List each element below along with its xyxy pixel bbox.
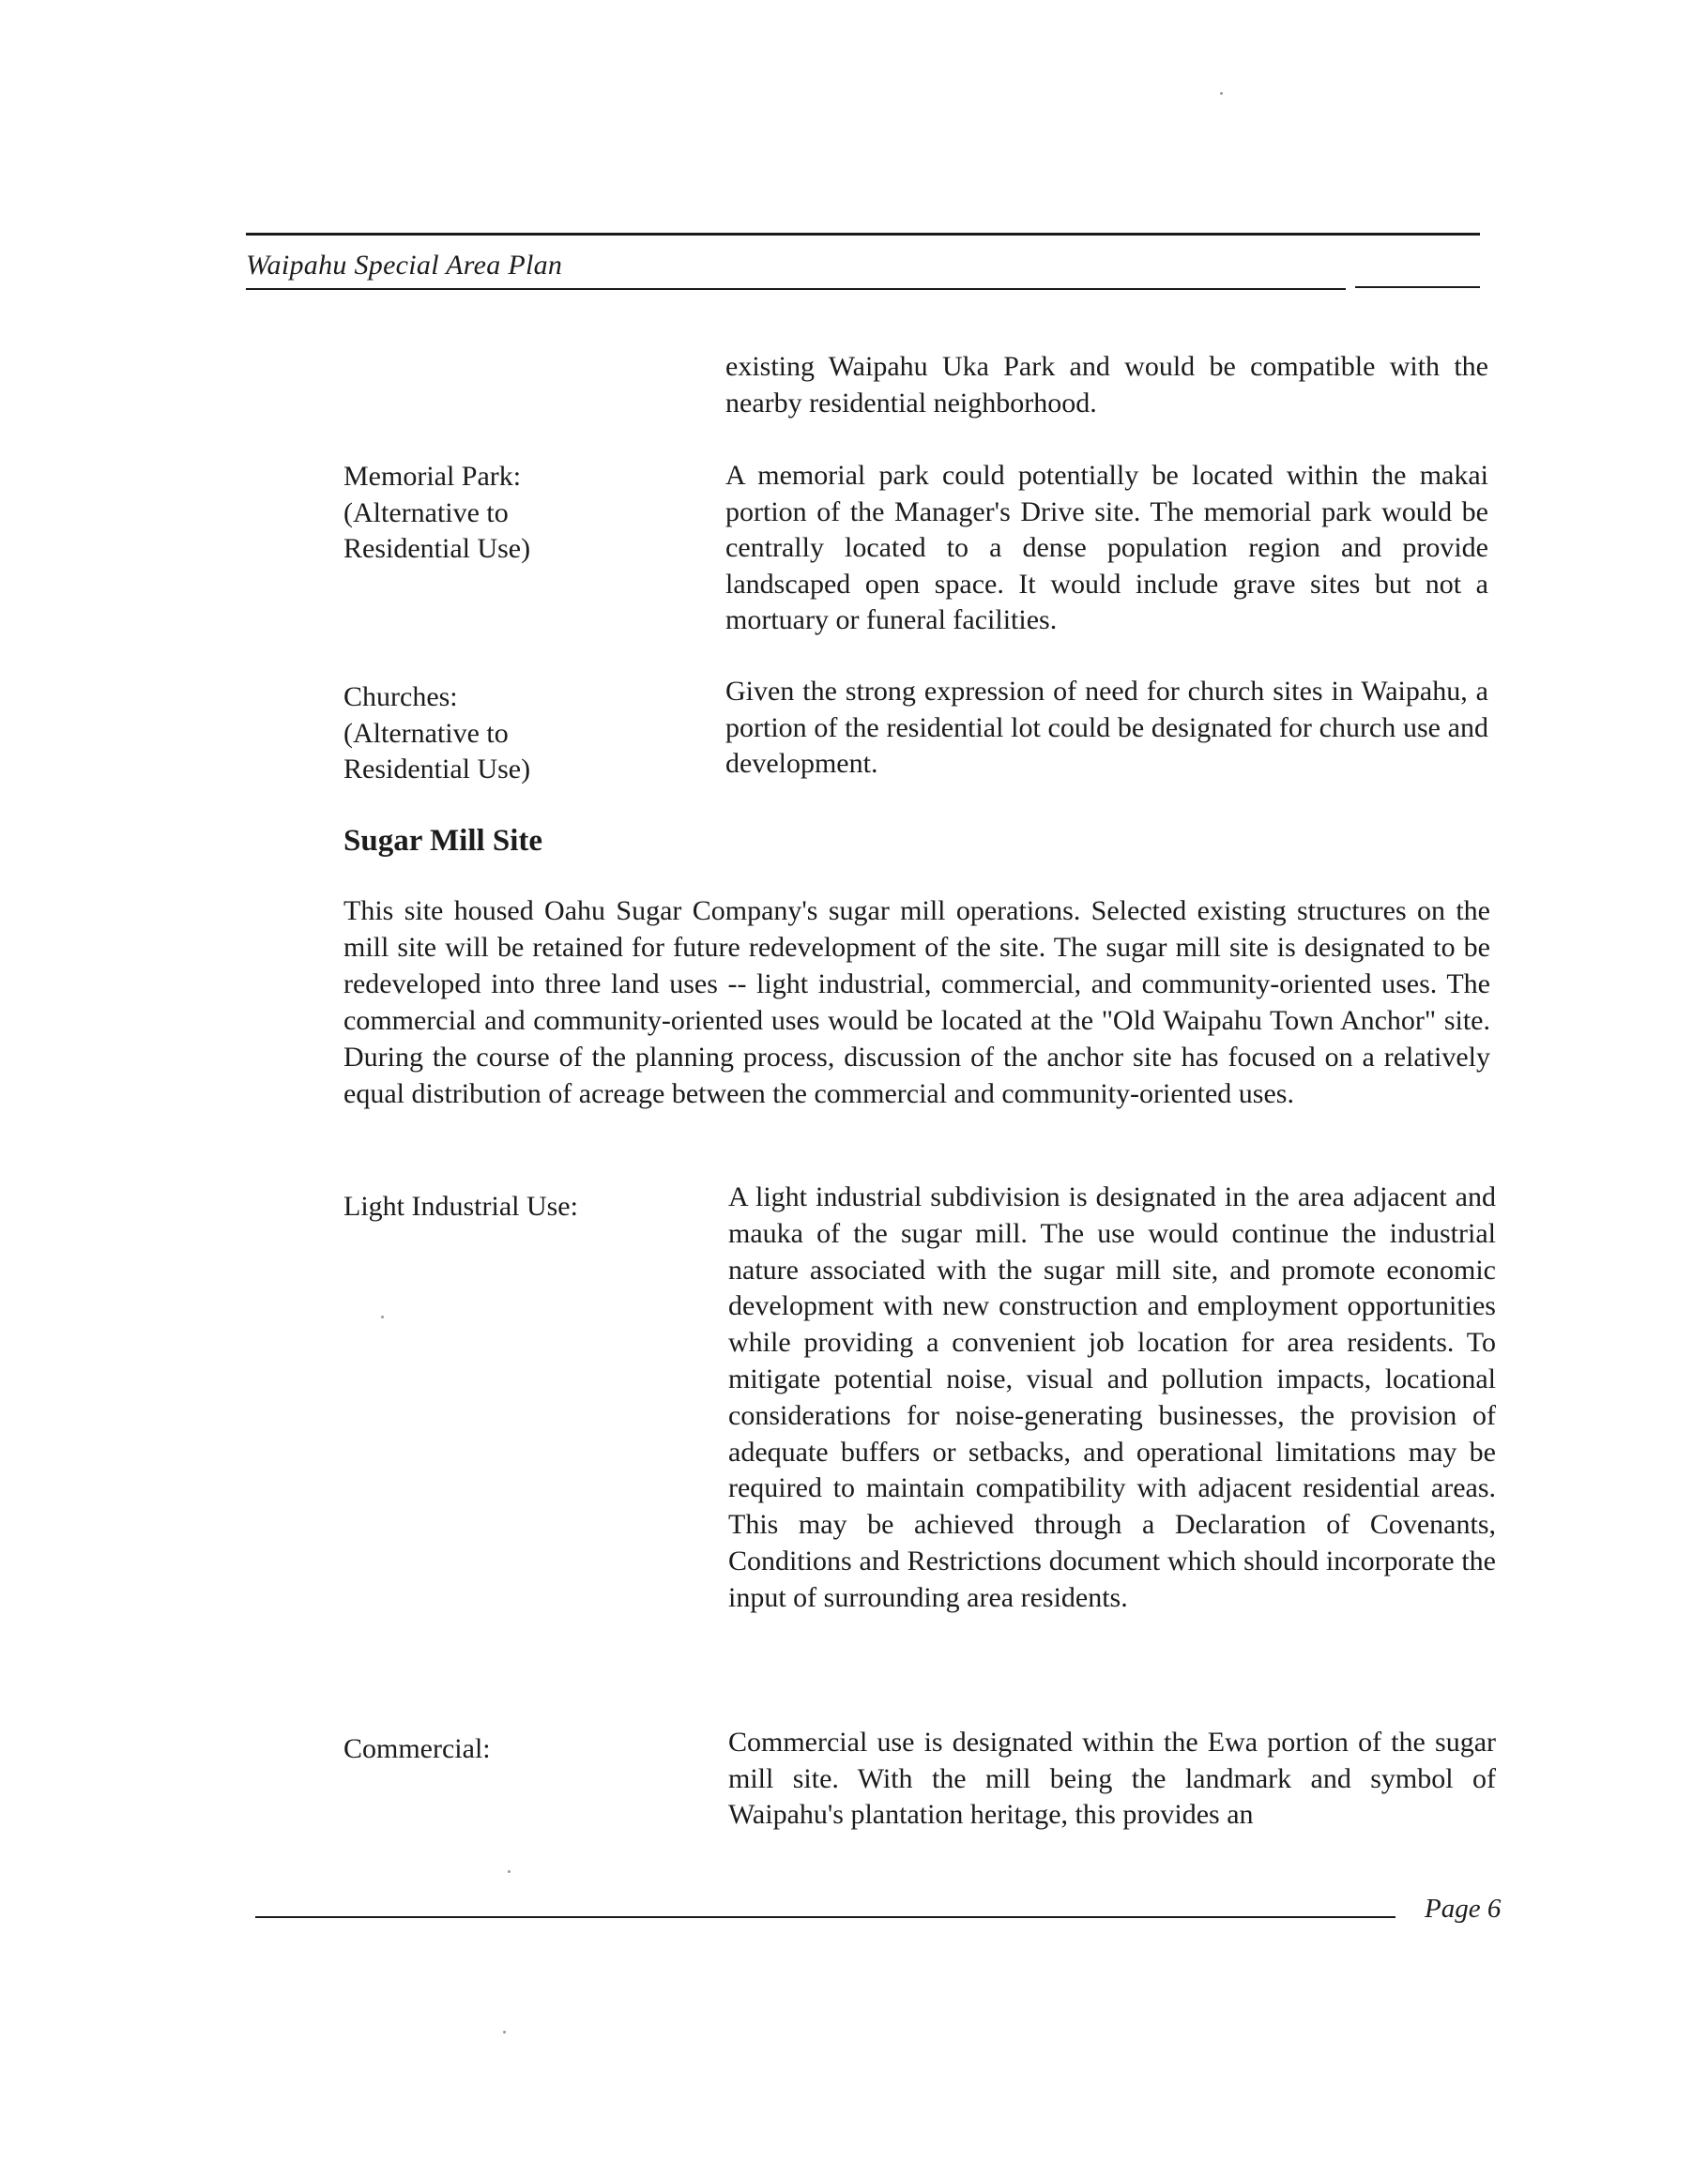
scan-speck: [503, 2031, 506, 2033]
header-top-rule: [246, 233, 1480, 236]
churches-label: Churches: (Alternative to Residential Use): [343, 681, 531, 784]
footer-rule: [255, 1916, 1395, 1918]
churches-paragraph: Given the strong expression of need for church sites in Waipahu, a portion of the residential lot could be designated for church use and development.: [725, 676, 1488, 779]
memorial-park-label: Memorial Park: (Alternative to Residential Use): [343, 461, 531, 564]
running-title: Waipahu Special Area Plan: [246, 250, 563, 281]
light-industrial-label: Light Industrial Use:: [343, 1191, 578, 1222]
scan-speck: [508, 1870, 511, 1873]
header-bottom-rule-segment: [1355, 286, 1480, 288]
light-industrial-paragraph: A light industrial subdivision is designated in the area adjacent and mauka of the sugar mill. The use would continue the industrial nature associated with the sugar mill site, and promote economic development with new construction and employment opportunities while providing a convenient job location for area residents. To mitigate potential noise, visual and pollution impacts, locational considerations for noise-generating businesses, the provision of adequate buffers or setbacks, and operational limitations may be required to maintain compatibility with adjacent residential areas. This may be achieved through a Declaration of Covenants, Conditions and Restrictions document which should incorporate the input of surrounding area residents.: [728, 1181, 1496, 1613]
page-number: Page 6: [1425, 1894, 1502, 1924]
header-bottom-rule: [246, 288, 1346, 290]
scan-speck: [1220, 92, 1223, 95]
sugar-mill-paragraph: This site housed Oahu Sugar Company's sugar mill operations. Selected existing structures on the mill site will be retained for future redevelopment of the site. The sugar mill site is designated to be redeveloped into three land uses -- light industrial, commercial, and community-oriented uses. The commercial and community-oriented uses would be located at the "Old Waipahu Town Anchor" site. During the course of the planning process, discussion of the anchor site has focused on a relatively equal distribution of acreage between the commercial and community-oriented uses.: [343, 895, 1490, 1109]
memorial-park-paragraph: A memorial park could potentially be located within the makai portion of the Manager's Drive site. The memorial park would be centrally located to a dense population region and provide landscaped open space. It would include grave sites but not a mortuary or funeral facilities.: [725, 460, 1488, 635]
section-heading: Sugar Mill Site: [343, 824, 543, 858]
commercial-paragraph: Commercial use is designated within the Ewa portion of the sugar mill site. With the mill being the landmark and symbol of Waipahu's plantation heritage, this provides an: [728, 1727, 1496, 1830]
scan-speck: [381, 1316, 384, 1318]
continued-paragraph: existing Waipahu Uka Park and would be compatible with the nearby residential neighborhood.: [725, 351, 1488, 419]
commercial-label: Commercial:: [343, 1733, 491, 1764]
